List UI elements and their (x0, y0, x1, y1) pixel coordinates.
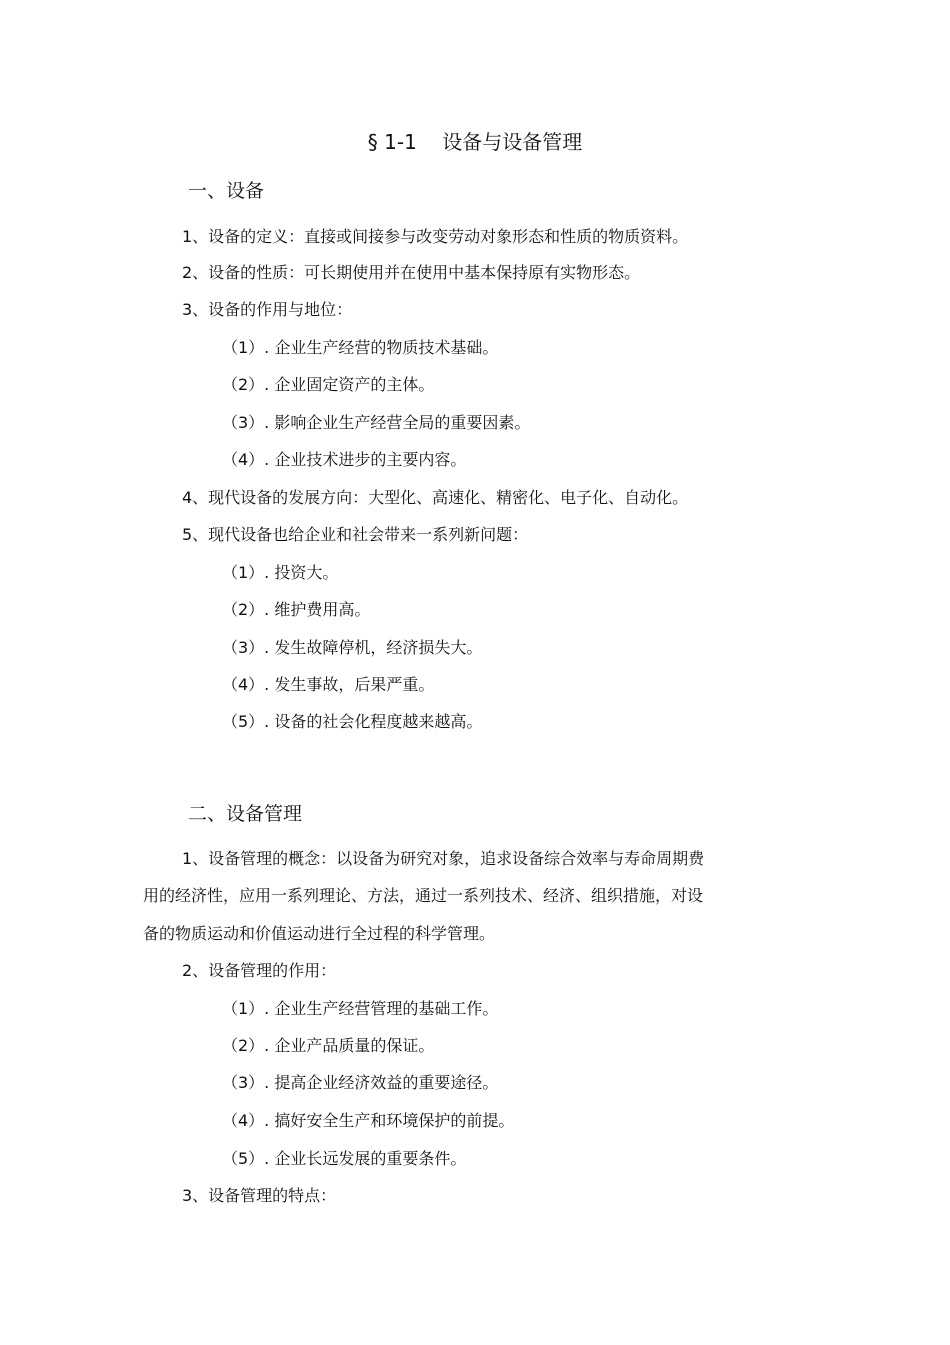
list-item: （2）. 维护费用高。 (222, 600, 371, 619)
page-title: § 1-1 设备与设备管理 (367, 130, 583, 154)
equipment-new-problems-heading: 5、现代设备也给企业和社会带来一系列新问题： (182, 525, 529, 544)
list-item: （5）. 设备的社会化程度越来越高。 (222, 712, 483, 731)
management-concept-line: 用的经济性，应用一系列理论、方法，通过一系列技术、经济、组织措施，对设 (143, 886, 704, 905)
management-role-heading: 2、设备管理的作用： (182, 961, 337, 980)
list-item: （4）. 企业技术进步的主要内容。 (222, 450, 467, 469)
equipment-role-heading: 3、设备的作用与地位： (182, 300, 353, 319)
list-item: （3）. 提高企业经济效益的重要途径。 (222, 1073, 499, 1092)
management-concept-line: 备的物质运动和价值运动进行全过程的科学管理。 (143, 924, 496, 943)
list-item: （1）. 企业生产经营管理的基础工作。 (222, 999, 499, 1018)
equipment-definition: 1、设备的定义：直接或间接参与改变劳动对象形态和性质的物质资料。 (182, 227, 689, 246)
list-item: （2）. 企业固定资产的主体。 (222, 375, 435, 394)
list-item: （3）. 发生故障停机，经济损失大。 (222, 638, 483, 657)
management-features-heading: 3、设备管理的特点： (182, 1186, 337, 1205)
section-heading-equipment: 一、设备 (188, 180, 265, 202)
list-item: （4）. 搞好安全生产和环境保护的前提。 (222, 1111, 515, 1130)
equipment-development-direction: 4、现代设备的发展方向：大型化、高速化、精密化、电子化、自动化。 (182, 488, 689, 507)
list-item: （5）. 企业长远发展的重要条件。 (222, 1149, 467, 1168)
equipment-properties: 2、设备的性质：可长期使用并在使用中基本保持原有实物形态。 (182, 263, 641, 282)
list-item: （3）. 影响企业生产经营全局的重要因素。 (222, 413, 531, 432)
management-concept-line: 1、设备管理的概念：以设备为研究对象，追求设备综合效率与寿命周期费 (182, 849, 705, 868)
section-heading-equipment-management: 二、设备管理 (188, 803, 303, 825)
list-item: （1）. 企业生产经营的物质技术基础。 (222, 338, 499, 357)
list-item: （4）. 发生事故，后果严重。 (222, 675, 435, 694)
list-item: （2）. 企业产品质量的保证。 (222, 1036, 435, 1055)
list-item: （1）. 投资大。 (222, 563, 339, 582)
